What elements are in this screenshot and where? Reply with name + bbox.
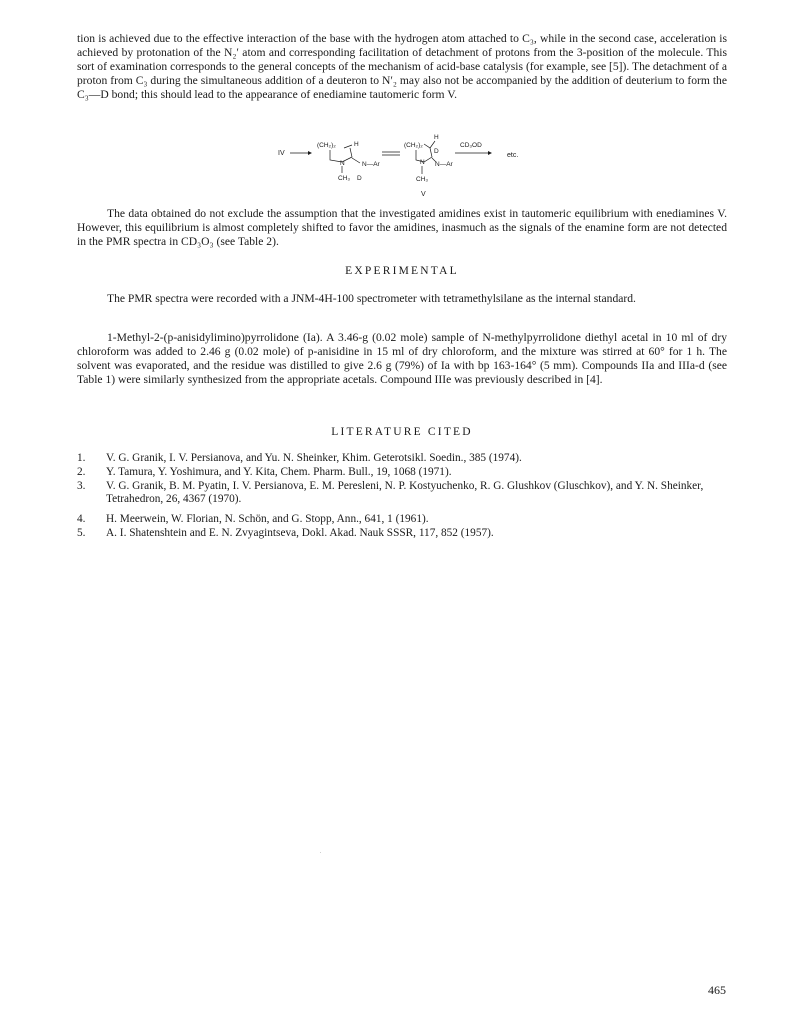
reference-number: 5. — [77, 527, 86, 539]
scheme-ch3-2: CH₃ — [416, 176, 429, 183]
pmr-paragraph: The PMR spectra were recorded with a JNM-4H-100 spectrometer with tetramethylsilane as the internal standard. — [107, 292, 636, 305]
reference-text: Y. Tamura, Y. Yoshimura, and Y. Kita, Chem. Pharm. Bull., 19, 1068 (1971). — [106, 466, 452, 478]
scheme-h-1: H — [354, 141, 359, 148]
scheme-h-2: H — [434, 134, 439, 141]
scheme-ring-group-2: (CH₂)₂ — [404, 142, 423, 149]
scheme-etc: etc. — [507, 152, 519, 159]
reference-number: 3. — [77, 480, 86, 492]
scheme-arrowhead-1 — [308, 151, 312, 155]
reference-number: 2. — [77, 466, 86, 478]
scheme-nar-1: N—Ar — [362, 161, 380, 168]
reference-number: 1. — [77, 452, 86, 464]
scheme-reagent: CD₃OD — [460, 142, 482, 149]
page-number: 465 — [708, 983, 726, 997]
reference-text: V. G. Granik, I. V. Persianova, and Yu. N. Sheinker, Khim. Geterotsikl. Soedin., 385 (1974). — [106, 452, 522, 464]
reference-text: H. Meerwein, W. Florian, N. Schön, and G. Stopp, Ann., 641, 1 (1961). — [106, 513, 429, 525]
scheme-arrowhead-2 — [488, 151, 492, 155]
scheme-n-1: N — [340, 160, 345, 167]
scheme-d-2: D — [434, 148, 439, 155]
synthesis-title: 1-Methyl-2-(p-anisidylimino)pyrrolidone (Ia). — [107, 331, 323, 344]
scheme-nar-2: N—Ar — [435, 161, 453, 168]
tautomer-scheme — [250, 130, 550, 200]
scheme-ch3-1: CH₃ — [338, 175, 351, 182]
scheme-ring-group-1: (CH₂)₂ — [317, 142, 336, 149]
reference-text: A. I. Shatenshtein and E. N. Zvyagintseva, Dokl. Akad. Nauk SSSR, 117, 852 (1957). — [106, 527, 494, 539]
intro-paragraph: tion is achieved due to the effective interaction of the base with the hydrogen atom attached to C₃, while in the second case, acceleration is achieved by protonation of the N₂′ atom and corresponding facilitation of detachment of protons from the 3-position of the molecule. This sort of examination corresponds to the general concepts of the mechanism of acid-base catalysis (for example, see [5]). The detachment of a proton from C₃ during the simultaneous addition of a deuteron to N′₂ may also not be accompanied by the addition of deuterium to form the C₃—D bond; this should lead to the appearance of enediamine tautomeric form V. — [77, 32, 727, 102]
scheme-start-label: IV — [278, 150, 285, 157]
data-obtained-paragraph: The data obtained do not exclude the assumption that the investigated amidines exist in tautomeric equilibrium with enediamines V. However, this equilibrium is almost completely shifted to favor the amidines, inasmuch as the signals of the enamine form are not detected in the PMR spectra in CD₃O₃ (see Table 2). — [77, 207, 727, 249]
literature-heading: LITERATURE CITED — [331, 426, 473, 438]
scheme-product-label: V — [421, 191, 426, 198]
synthesis-paragraph — [77, 331, 727, 387]
scheme-d-1: D — [357, 175, 362, 182]
scan-speck — [320, 852, 321, 853]
scheme-bonds-1 — [330, 145, 360, 173]
reference-text: V. G. Granik, B. M. Pyatin, I. V. Persianova, E. M. Peresleni, N. P. Kostyuchenko, R. G. Glushkov (Gluschkov), and Y. N. Sheinker, Tetrahedron, 26, 4367 (1970). — [106, 480, 704, 506]
reference-number: 4. — [77, 513, 86, 525]
synthesis-body: A 3.46-g (0.02 mole) sample of N-methylpyrrolidone diethyl acetal in 10 ml of dry chloroform was added to 2.46 g (0.02 mole) of p-anisidine in 15 ml of dry chloroform, and the mixture was stirred at 60° for 1 h. The solvent was evaporated, and the residue was distilled to give 2.6 g (79%) of Ia with bp 163-164° (5 mm). Compounds IIa and IIIa-d (see Table 1) were similarly synthesized from the appropriate acetals. Compound IIIe was previously described in [4]. — [77, 331, 727, 387]
scheme-n-2: N — [420, 159, 425, 166]
experimental-heading: EXPERIMENTAL — [345, 265, 459, 277]
